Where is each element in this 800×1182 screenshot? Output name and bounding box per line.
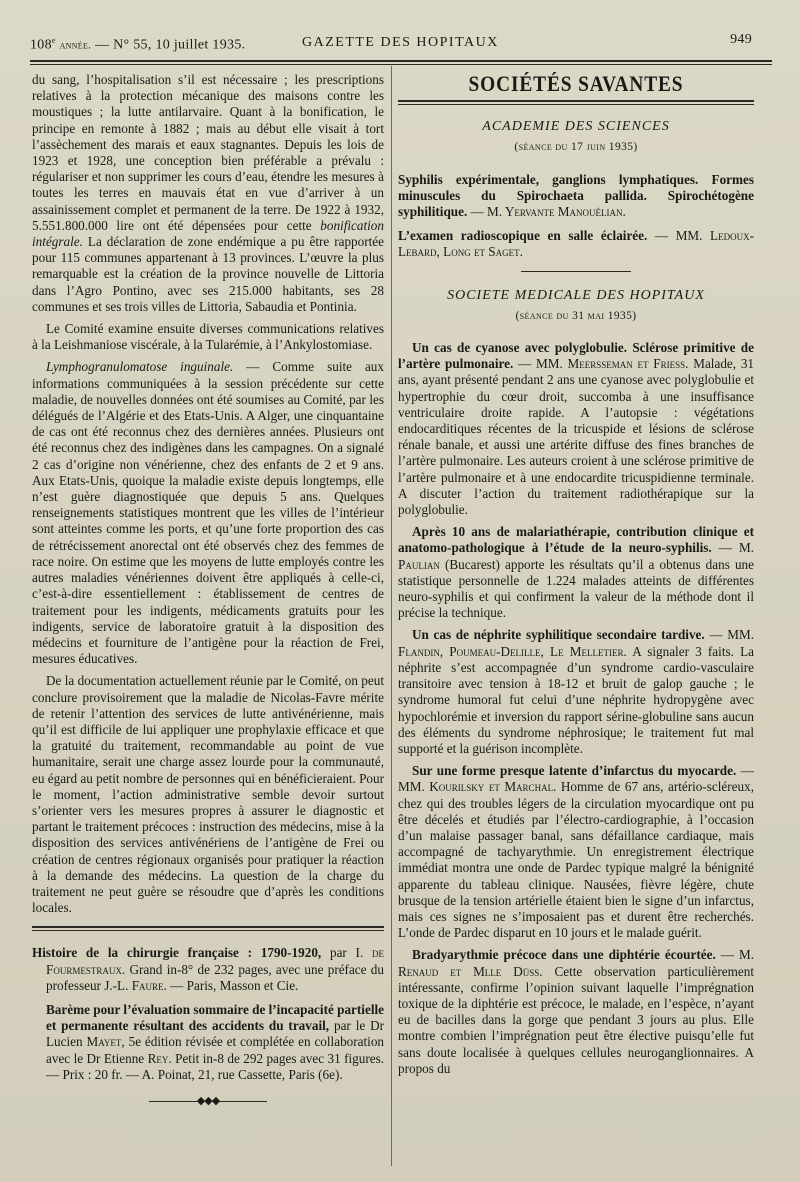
page-header xyxy=(30,32,772,56)
short-rule xyxy=(521,271,631,272)
paragraph-committee: Le Comité examine ensuite diverses communications relatives à la Leishmaniose viscérale, à la Tularémie, à l’Ankylostomiase. xyxy=(32,321,384,353)
book-notice-bareme: Barème pour l’évaluation sommaire de l’incapacité partielle et permanente résultant des accidents du travail, par le Dr Lucien Mayet, 5e édition révisée et complétée en collaboration avec le Dr Etienne Rey. Petit in-8 de 292 pages avec 31 figures. — Prix : 20 fr. — A. Poinat, 21, rue Cassette, Paris (6e). xyxy=(46,1001,385,1082)
page-number: 949 xyxy=(730,32,752,47)
left-column xyxy=(32,72,384,1109)
society-item-bradyarythmie: Bradyarythmie précoce dans une diphtérie écourtée. — M. Renaud et Mlle Düss. Cette observation particulièrement intéressante, confirme l’opinion suivant laquelle l’imprégnation toxique de la diphtérie est précoce, le malade, en l’espèce, n’ayant eu de bacilles dans la gorge que pendant 3 jours au plus. Elle montre combien l’imprégnation peut être élective puisqu’elle fut sans doute localisée à quelques cellules neuroganglionnaires. A propos du xyxy=(398,947,755,1076)
column-divider xyxy=(391,66,392,1166)
paragraph-lymphogranulomatose: Lymphogranulomatose inguinale. — Comme suite aux informations communiquées à la session précédente sur cette maladie, de nouvelles données ont été soumises au Comité, par les délégués de l’Algérie et des Etats-Unis. A Alger, une cinquantaine de cas ont été reconnus chez des dernières années. Plusieurs ont été reconnus chez des indigènes dans les campagnes. On a signalé 2 cas d’origine non vénérienne, chez des enfants de 2 et 9 ans. Aux Etats-Unis, quoique la maladie existe depuis longtemps, elle n’est guère diagnostiquée que depuis 5 ans. Quelques renseignements statistiques montrent que les villes de l’intérieur sont atteintes comme les ports, et qu’une forte proportion des cas de rétrécissement anorectal ont été observés chez des femmes de race noire. On estime que les moyens de lutte employés contre les autres maladies vénériennes doivent être appliqués à celle-ci, c’est-à-dire essentiellement : établissement de centres de traitement pour les indigents, médicaments gratuits pour les indigents, service de laboratoire gratuit à la disposition des médecins et fourniture de l’antigène pour la réaction de Frei, mesures éducatives. xyxy=(32,359,384,667)
society-heading: SOCIETE MEDICALE DES HOPITAUX xyxy=(447,287,705,303)
book-notice-histoire: Histoire de la chirurgie française : 1790-1920, par I. de Fourmestraux. Grand in-8° de 232 pages, avec une préface du professeur J.-L. Faure. — Paris, Masson et Cie. xyxy=(32,945,384,993)
academy-seance: (séance du 17 juin 1935) xyxy=(514,141,638,154)
ornament-icon: ◆◆◆ xyxy=(196,1094,220,1107)
header-rule-thin xyxy=(30,64,772,65)
paragraph-conclusion: De la documentation actuellement réunie par le Comité, on peut conclure provisoirement que la maladie de Nicolas-Favre mérite de retenir l’attention des services de lutte antivénérienne, mais qu’il est difficile de lui appliquer une prophylaxie efficace et que la gratuité du traitement, recommandable au point de vue humanitaire, serait une charge assez lourde pour la communauté, eu égard au petit nombre de personnes qui en bénéficieraient. Pour le moment, l’action administrative semble devoir surtout s’orienter vers les mesures propres à assurer le diagnostic et partant le traitement précoces : instruction des médecins, mise à la disposition des services antivénériens de l’antigène de Frei ou création de centres régionaux organisés pour pratiquer la réaction à la demande des médecins. La question de la charge du traitement ne peut guère se résoudre que d’après les conditions locales. xyxy=(32,673,384,916)
right-column xyxy=(398,72,754,1083)
society-seance: (séance du 31 mai 1935) xyxy=(515,309,637,322)
academy-heading: ACADEMIE DES SCIENCES xyxy=(482,119,670,135)
title-rule xyxy=(398,100,754,102)
section-title: SOCIÉTÉS SAVANTES xyxy=(468,71,684,96)
society-item-malariatherapie: Après 10 ans de malariathérapie, contribution clinique et anatomo-pathologique à l’étude de la neuro-syphilis. — M. Paulian (Bucarest) apporte les résultats qu’il a obtenus dans une statistique personnelle de 1.224 malades atteints de différentes neuro-syphilis et qui confirment la valeur de la méthode dont il précise la technique. xyxy=(398,524,754,621)
section-rule xyxy=(32,926,384,928)
society-item-cyanose: Un cas de cyanose avec polyglobulie. Sclérose primitive de l’artère pulmonaire. — MM. Meersseman et Friess. Malade, 31 ans, ayant présenté pendant 2 ans une cyanose avec polyglobulie et hypertrophie du cœur droit, succomba à une insuffisance ventriculaire droite rapide. A l’autopsie : végétations endocarditiques récentes de la tricuspide et lésions de sclérose rénale banale, et aussi une artérite diffuse des fines branches de l’artère pulmonaire. Les auteurs croient à une sclérose primitive de l’artère pulmonaire et à une endocardite tricuspidienne terminale. A discuter l’action du traitement radiothérapique sur la polyglobulie. xyxy=(398,340,755,518)
society-item-infarctus: Sur une forme presque latente d’infarctus du myocarde. — MM. Kourilsky et Marchal. Homme de 67 ans, artério-scléreux, chez qui des troubles légers de la circulation myocardique ont pu être décelés et étudiés par l’électro-cardiographie, à l’occasion d’un malaise passager banal, sans défaillance cardiaque, mais accompagné de tachyarythmie. Un enregistrement électrique immédiat montra une onde de Pardec typique malgré la bénignité apparente du tableau clinique. Nausées, fièvre légère, chute brusque de la tension artérielle étaient bien le signe d’un infarctus, mais ces signes ne s’imposaient pas et durent être recherchés. L’onde de Pardec disparut en 10 jours et le malade guérit. xyxy=(398,763,755,941)
section-rule-thin xyxy=(32,930,384,931)
ornament-divider xyxy=(32,1093,384,1109)
journal-title: GAZETTE DES HOPITAUX xyxy=(302,35,499,50)
header-rule xyxy=(30,60,772,62)
title-rule-thin xyxy=(398,104,754,105)
book-notices xyxy=(32,945,384,1083)
paragraph-bonification: du sang, l’hospitalisation s’il est nécessaire ; les prescriptions relatives à la protection mécanique des maisons contre les moustiques ; la lutte antilarvaire. Quant à la bonification, le principe en remonte à 1882 ; mais au début elle visait à tort l’assèchement des marais et eaux stagnantes. Depuis les lois de 1923 et 1928, une conception bien préférable a prévalu : régulariser et non supprimer les cours d’eau, étendre les mesures à toutes les terres en mauvais état en vue d’arriver à un assainissement complet et permanent de la terre. De 1922 à 1932, 5.551.800.000 lire ont été dépensées pour cette bonification intégrale. La déclaration de zone endémique a pu être rapportée pour 115 communes appartenant à 13 provinces. L’œuvre la plus remarquable est la création de la province nouvelle de Littoria dans l’Agro Pontino, avec ses 215.000 habitants, ses 28 communes et ses trois villes de Littoria, Sabaudia et Pontinia. xyxy=(32,72,384,314)
academy-item-syphilis: Syphilis expérimentale, ganglions lymphatiques. Formes minuscules du Spirochaeta pallida. Spirochétogène syphilitique. — M. Yervante Manouélian. xyxy=(398,171,754,220)
academy-item-radioscopie: L’examen radioscopique en salle éclairée. — MM. Ledoux-Lebard, Long et Saget. xyxy=(398,228,755,260)
society-item-nephrite: Un cas de néphrite syphilitique secondaire tardive. — MM. Flandin, Poumeau-Delille, Le Melletier. A signaler 3 faits. La néphrite s’est accompagnée d’un syndrome cardio-vasculaire transitoire avec tension à 18-12 et bruit de galop gauche ; le syndrome humoral fut celui d’une néphrite hydropygène avec hypochlorémie et inversion du rapport sérine-globuline sans aucun des éléments du syndrome néphrosique; le traitement fut mal supporté et la guérison incomplète. xyxy=(398,627,755,756)
issue-info: 108e année. — N° 55, 10 juillet 1935. xyxy=(30,36,246,53)
